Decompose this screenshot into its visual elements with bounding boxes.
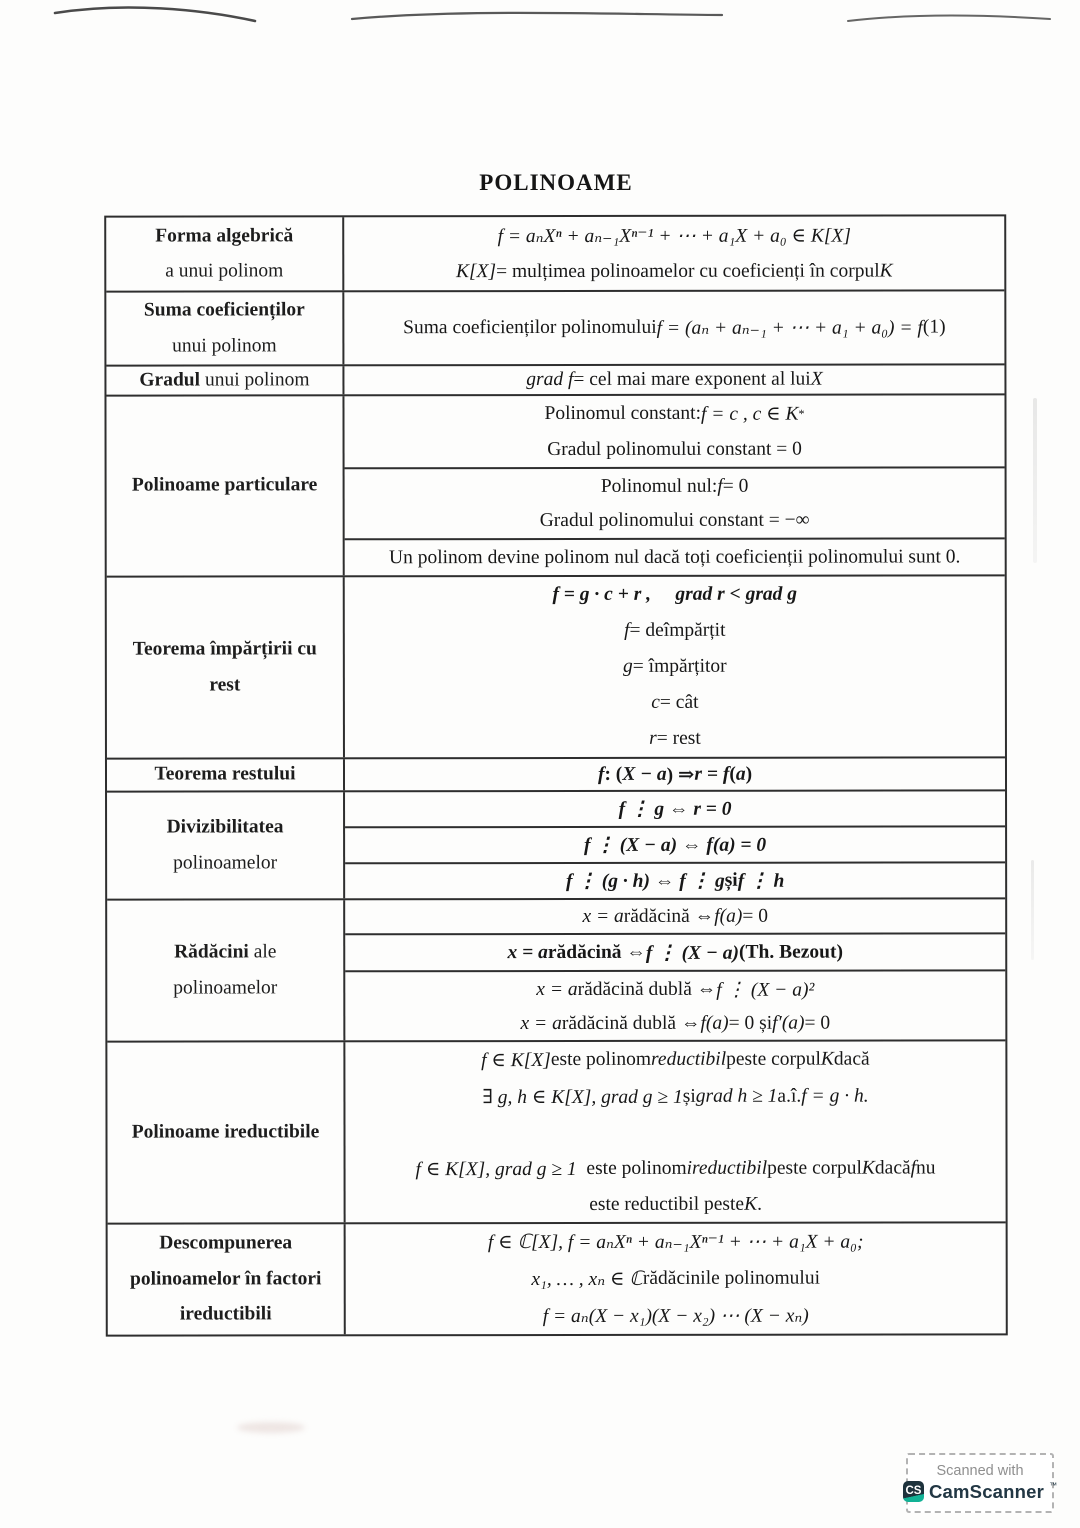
formula-segment: polinoamelor în factori <box>130 1268 322 1290</box>
formula-line <box>345 1085 1005 1110</box>
formula-segment: Gradul polinomului constant = 0 <box>547 438 802 460</box>
row-label <box>107 759 345 790</box>
formula-segment: ) <box>745 763 753 785</box>
row-content <box>344 216 1004 290</box>
formula-line <box>345 868 1005 893</box>
formula-segment: este reductibil peste <box>589 1193 745 1215</box>
content-block <box>345 899 1005 933</box>
formula-segment: rădăcină dublă ⇔ <box>577 978 717 1000</box>
formula-segment: ( <box>729 763 736 785</box>
formula-segment: f ∈ K[X], grad g ≥ 1 <box>415 1158 577 1180</box>
table-row-divizibilitatea-polinoamelor <box>107 791 1005 900</box>
formula-segment: Polinoame particulare <box>131 474 318 496</box>
formula-segment: a unui polinom <box>165 260 284 282</box>
formula-segment: dacă <box>874 1157 911 1179</box>
formula-segment: f ⋮ h <box>737 870 785 892</box>
formula-segment: grad h ≥ 1 <box>695 1085 778 1107</box>
formula-segment: f <box>597 763 605 785</box>
row-label <box>107 900 345 1040</box>
content-block <box>346 1223 1006 1334</box>
formula-segment: Teorema împărțirii cu <box>132 638 317 660</box>
row-label <box>106 366 344 394</box>
row-label-line <box>172 336 277 357</box>
formula-segment: Gradul polinomului constant = −∞ <box>539 509 810 532</box>
table-row-gradul-unui-polinom <box>106 365 1004 396</box>
formula-segment: (1) <box>922 316 946 338</box>
formula-segment: K <box>861 1157 875 1179</box>
row-label <box>107 1042 345 1222</box>
formula-line <box>345 655 1005 678</box>
formula-segment: f ⋮ (X − a)² <box>716 979 815 1001</box>
formula-line <box>345 1012 1005 1035</box>
content-block <box>344 365 1004 394</box>
row-content <box>345 791 1005 898</box>
content-block <box>345 758 1005 790</box>
row-label <box>106 396 344 575</box>
formula-line <box>345 1121 1005 1144</box>
polynomials-reference-table <box>104 214 1008 1336</box>
formula-segment: = împărțitor <box>632 655 727 677</box>
camscanner-badge <box>905 1453 1058 1513</box>
content-block <box>345 576 1005 757</box>
formula-segment: grad f <box>526 368 574 391</box>
formula-segment: = deîmpărțit <box>629 619 726 641</box>
formula-line <box>345 832 1005 857</box>
formula-segment: ∃ g, h ∈ K[X], grad g ≥ 1 <box>482 1087 683 1109</box>
formula-segment: a.î. <box>777 1085 802 1107</box>
row-content <box>345 899 1005 1040</box>
formula-line <box>346 1193 1006 1216</box>
row-content <box>345 758 1005 790</box>
content-block <box>345 791 1005 826</box>
formula-segment: Polinomul nul: <box>600 475 718 497</box>
camscanner-brand-name: CamScanner <box>928 1480 1045 1502</box>
formula-segment: ale <box>248 941 277 963</box>
row-content <box>344 365 1004 394</box>
formula-segment: r = f <box>694 763 730 785</box>
row-label <box>106 292 344 364</box>
formula-line <box>346 1303 1006 1328</box>
row-label-line <box>173 853 277 874</box>
row-label-line <box>133 639 317 660</box>
formula-segment: ) ⇒ <box>666 764 695 786</box>
formula-segment: polinoamelor <box>173 976 278 999</box>
formula-segment: rădăcină dublă ⇔ <box>561 1012 701 1034</box>
formula-segment: f <box>717 475 723 497</box>
formula-segment: g <box>623 655 633 677</box>
formula-segment: Rădăcini <box>174 941 249 963</box>
content-block <box>344 395 1004 467</box>
formula-segment: = mulțimea polinoamelor cu coeficienți în corpul <box>496 260 880 283</box>
formula-line <box>345 727 1005 750</box>
formula-segment: f = c , c ∈ K <box>700 403 799 426</box>
formula-segment: unui polinom <box>172 334 277 357</box>
formula-line <box>346 1230 1006 1255</box>
formula-segment: și <box>724 869 738 891</box>
formula-segment: unui polinom <box>200 369 310 391</box>
row-label-line <box>132 1122 320 1143</box>
formula-segment: f <box>910 1157 917 1179</box>
formula-segment: peste corpul <box>767 1157 862 1179</box>
table-row-forma-algebrica <box>106 216 1004 292</box>
formula-segment: Forma algebrică <box>155 224 294 247</box>
formula-segment: f(a) <box>700 1012 729 1034</box>
formula-segment: K <box>820 1049 834 1071</box>
formula-segment: r <box>649 727 657 749</box>
camscanner-brand-row <box>903 1481 1057 1502</box>
row-label-line <box>209 675 240 696</box>
formula-line <box>345 509 1005 532</box>
formula-segment: f = (aₙ + aₙ₋₁ + ⋯ + a₁ + a₀) = f <box>656 317 923 339</box>
formula-segment: : ( <box>604 763 623 785</box>
row-content <box>345 576 1005 757</box>
formula-segment: = 0 <box>742 905 768 927</box>
row-label-line <box>144 300 305 321</box>
table-row-suma-coeficientilor <box>106 291 1004 366</box>
formula-segment: și <box>682 1085 696 1108</box>
formula-segment: rădăcină ⇔ <box>623 905 715 927</box>
formula-line <box>345 796 1005 821</box>
formula-segment: Suma coeficienților <box>143 299 305 321</box>
content-block <box>345 1041 1005 1222</box>
formula-segment: Un polinom devine polinom nul dacă toți coeficienții polinomului sunt 0. <box>388 546 961 568</box>
formula-segment: K[X] <box>455 261 497 283</box>
formula-segment: Gradul <box>139 369 201 391</box>
formula-segment: ireductibili <box>179 1303 272 1325</box>
formula-segment: polinoamelor <box>173 851 278 874</box>
formula-line <box>345 1048 1005 1073</box>
formula-line <box>345 977 1005 1002</box>
formula-segment: f ⋮ (g · h) ⇔ f ⋮ g <box>565 870 725 892</box>
table-row-polinoame-particulare <box>106 395 1004 577</box>
formula-segment: x₁, … , xₙ ∈ ℂ <box>531 1268 643 1291</box>
formula-line <box>344 402 1004 427</box>
formula-segment: f ∈ ℂ[X], f = aₙXⁿ + aₙ₋₁Xⁿ⁻¹ + ⋯ + a₁X + a₀; <box>487 1231 864 1254</box>
content-block <box>345 467 1005 539</box>
formula-segment: f = g · c + r , <box>552 583 652 606</box>
content-block <box>345 932 1005 970</box>
table-row-teorema-restului <box>107 758 1005 792</box>
formula-segment: f = g · h. <box>801 1085 869 1107</box>
formula-line <box>345 583 1005 606</box>
formula-segment: = 0 <box>804 1012 831 1034</box>
formula-segment: nu <box>916 1157 936 1179</box>
scan-artifact-top <box>0 0 1080 40</box>
table-row-descompunerea-polinoamelor <box>108 1223 1006 1334</box>
formula-segment: Polinoame ireductibile <box>131 1121 320 1143</box>
formula-line <box>345 905 1005 928</box>
formula-segment: f = aₙXⁿ + aₙ₋₁Xⁿ⁻¹ + ⋯ + a₁X + a₀ ∈ K[X] <box>497 225 851 247</box>
row-label-line <box>132 476 317 497</box>
row-label-line <box>165 261 283 282</box>
formula-segment: este polinom <box>550 1049 652 1071</box>
scanned-with-label: Scanned with <box>936 1462 1024 1479</box>
scan-streak-artifact <box>1031 860 1034 960</box>
formula-segment <box>651 584 675 606</box>
formula-segment: c <box>651 691 660 713</box>
row-label-line <box>173 978 277 999</box>
formula-segment: x = a <box>536 978 578 1000</box>
formula-segment: f <box>624 619 630 641</box>
formula-line <box>346 1156 1006 1181</box>
formula-segment: Suma coeficienților polinomului <box>403 316 657 339</box>
content-block <box>344 291 1004 364</box>
row-label <box>107 792 345 898</box>
formula-line <box>345 691 1005 714</box>
formula-segment: = cel mai mare exponent al lui <box>573 368 811 390</box>
formula-segment: este polinom <box>576 1157 687 1179</box>
content-block <box>345 861 1005 898</box>
formula-segment: K <box>744 1193 758 1215</box>
formula-segment: reductibil <box>651 1049 727 1071</box>
formula-segment: = 0 <box>722 475 749 497</box>
formula-segment: x = a <box>507 941 548 963</box>
formula-segment: rădăcină ⇔ <box>547 941 646 963</box>
formula-line <box>345 546 1005 569</box>
formula-segment: X <box>810 368 823 390</box>
formula-line <box>345 762 1005 787</box>
formula-segment: = cât <box>659 691 699 713</box>
formula-segment: a <box>735 763 746 785</box>
row-label-line <box>167 817 284 838</box>
formula-segment: Divizibilitatea <box>166 816 284 838</box>
formula-segment: f ⋮ g ⇔ r = 0 <box>618 798 732 820</box>
row-label-line <box>155 226 293 247</box>
formula-segment: f = aₙ(X − x₁)(X − x₂) ⋯ (X − xₙ) <box>542 1305 809 1327</box>
formula-segment: f ∈ K[X] <box>481 1050 551 1072</box>
content-block <box>345 969 1005 1040</box>
formula-segment: grad r < grad g <box>675 583 798 605</box>
formula-line <box>345 619 1005 642</box>
content-block <box>345 825 1005 862</box>
formula-line <box>344 315 1004 340</box>
row-content <box>345 1041 1005 1222</box>
row-content <box>344 291 1004 364</box>
row-label-line <box>154 765 295 786</box>
formula-segment: = 0 și <box>728 1012 773 1034</box>
formula-line <box>345 940 1005 965</box>
formula-segment: f(a) <box>714 905 743 927</box>
row-content <box>346 1223 1006 1334</box>
formula-segment: f ⋮ (X − a) ⇔ f(a) = 0 <box>584 834 767 856</box>
formula-segment: ireductibil <box>686 1157 768 1179</box>
formula-segment: Polinomul constant: <box>544 403 702 425</box>
row-label-line <box>180 1305 272 1326</box>
page-title: POLINOAME <box>479 170 633 195</box>
formula-segment: . <box>757 1193 762 1215</box>
formula-line <box>346 1266 1006 1291</box>
row-label-line <box>130 1269 321 1290</box>
formula-segment: (Th. Bezout) <box>738 941 843 963</box>
scan-streak-artifact <box>1033 398 1037 563</box>
row-label <box>107 577 345 757</box>
formula-segment: peste corpul <box>726 1049 821 1071</box>
formula-segment: Descompunerea <box>159 1232 293 1254</box>
formula-segment: = rest <box>656 727 701 749</box>
row-label-line <box>159 1234 292 1255</box>
formula-segment: dacă <box>833 1048 870 1071</box>
row-label-line <box>139 370 309 391</box>
formula-segment: rest <box>209 673 241 695</box>
camscanner-logo-icon: CS <box>903 1481 924 1502</box>
row-label <box>108 1224 346 1334</box>
table-row-polinoame-ireductibile <box>107 1041 1005 1224</box>
formula-line <box>344 368 1004 391</box>
formula-segment: f ⋮ (X − a) <box>645 942 739 964</box>
scan-smudge-artifact <box>237 1422 305 1433</box>
formula-segment: rădăcinile polinomului <box>642 1267 821 1289</box>
formula-line <box>345 438 1005 461</box>
formula-segment: x = a <box>582 905 624 927</box>
formula-segment: * <box>798 406 805 421</box>
row-label-line <box>174 942 276 963</box>
row-content <box>344 395 1004 575</box>
trademark-symbol: ™ <box>1049 1481 1058 1491</box>
formula-segment: f′(a) <box>772 1012 805 1034</box>
content-block <box>345 538 1005 576</box>
formula-segment: K <box>879 260 893 282</box>
formula-segment: X − a <box>622 763 667 785</box>
formula-line <box>345 475 1005 498</box>
formula-line <box>344 261 1004 284</box>
formula-line <box>344 223 1004 248</box>
formula-segment: x = a <box>520 1012 562 1034</box>
row-label <box>106 217 344 290</box>
table-row-teorema-impartirii-cu-rest <box>107 576 1005 759</box>
table-row-radacini-ale-polinoamelor <box>107 899 1005 1042</box>
content-block <box>344 216 1004 290</box>
formula-segment: Teorema restului <box>154 763 296 785</box>
